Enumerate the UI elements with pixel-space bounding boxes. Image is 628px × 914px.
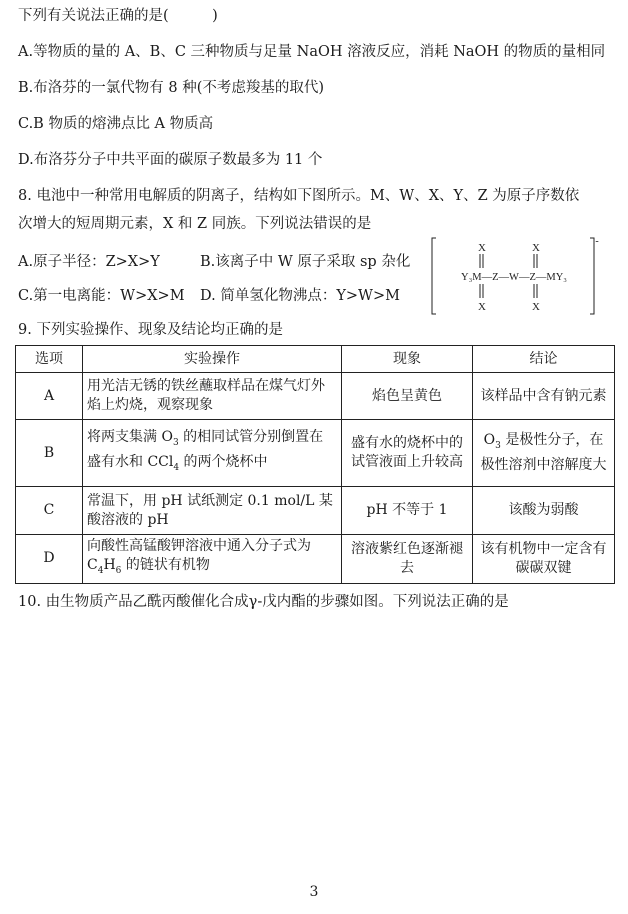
q9-stem: 9. 下列实验操作、现象及结论均正确的是	[18, 322, 283, 338]
q8-option-c: C.第一电离能：W>X>M	[18, 288, 185, 304]
header-conclusion: 结论	[473, 346, 615, 373]
structure-x-bottom-left: X	[478, 301, 486, 313]
row-phenomenon: 焰色呈黄色	[342, 373, 473, 420]
row-conclusion: 该有机物中一定含有碳碳双键	[473, 535, 615, 584]
structure-x-top-right: X	[532, 242, 540, 254]
table-row	[16, 373, 615, 420]
header-operation: 实验操作	[83, 346, 342, 373]
table-header-row	[16, 346, 615, 373]
row-phenomenon: pH 不等于 1	[342, 487, 473, 535]
row-option: D	[16, 535, 83, 584]
structure-x-top-left: X	[478, 242, 486, 254]
q7-stem: 下列有关说法正确的是( )	[18, 8, 218, 24]
q8-option-d: D. 简单氢化物沸点：Y>W>M	[200, 288, 400, 304]
q10-stem: 10. 由生物质产品乙酰丙酸催化合成γ-戊内酯的步骤如图。下列说法正确的是	[18, 594, 509, 610]
row-conclusion: $O_3$ 是极性分子，在极性溶剂中溶解度大	[473, 420, 615, 487]
header-phenomenon: 现象	[342, 346, 473, 373]
q8-stem-line1: 8. 电池中一种常用电解质的阴离子，结构如下图所示。M、W、X、Y、Z 为原子序数依	[18, 188, 580, 204]
row-phenomenon: 盛有水的烧杯中的试管液面上升较高	[342, 420, 473, 487]
structure-main-chain: Y₃M—Z—W—Z—MY₃	[461, 272, 567, 283]
table-row	[16, 487, 615, 535]
q8-option-b: B.该离子中 W 原子采取 sp 杂化	[200, 254, 411, 270]
q8-stem-line2: 次增大的短周期元素，X 和 Z 同族。下列说法错误的是	[18, 216, 372, 232]
row-option: C	[16, 487, 83, 535]
experiment-table	[15, 345, 615, 584]
table-row	[16, 420, 615, 487]
row-operation: 向酸性高锰酸钾溶液中通入分子式为 $C_4H_6$ 的链状有机物	[83, 535, 342, 584]
row-operation: 将两支集满 $O_3$ 的相同试管分别倒置在盛有水和 CCl$_4$ 的两个烧杯中	[83, 420, 342, 487]
row-operation: 用光洁无锈的铁丝蘸取样品在煤气灯外焰上灼烧，观察现象	[83, 373, 342, 420]
row-conclusion: 该酸为弱酸	[473, 487, 615, 535]
structure-charge: -	[595, 236, 599, 247]
table-row	[16, 535, 615, 584]
anion-structure-diagram	[430, 236, 602, 316]
row-phenomenon: 溶液紫红色逐渐褪去	[342, 535, 473, 584]
header-option: 选项	[16, 346, 83, 373]
q7-option-d: D.布洛芬分子中共平面的碳原子数最多为 11 个	[18, 152, 323, 168]
row-operation: 常温下，用 pH 试纸测定 0.1 mol/L 某酸溶液的 pH	[83, 487, 342, 535]
row-option: B	[16, 420, 83, 487]
page-number: 3	[309, 884, 319, 900]
row-conclusion: 该样品中含有钠元素	[473, 373, 615, 420]
structure-x-bottom-right: X	[532, 301, 540, 313]
q7-option-c: C.B 物质的熔沸点比 A 物质高	[18, 116, 214, 132]
q7-option-b: B.布洛芬的一氯代物有 8 种(不考虑羧基的取代)	[18, 80, 325, 96]
q8-option-a: A.原子半径：Z>X>Y	[18, 254, 160, 270]
row-option: A	[16, 373, 83, 420]
q7-option-a: A.等物质的量的 A、B、C 三种物质与足量 NaOH 溶液反应，消耗 NaOH 的物质的量相同	[18, 44, 606, 60]
